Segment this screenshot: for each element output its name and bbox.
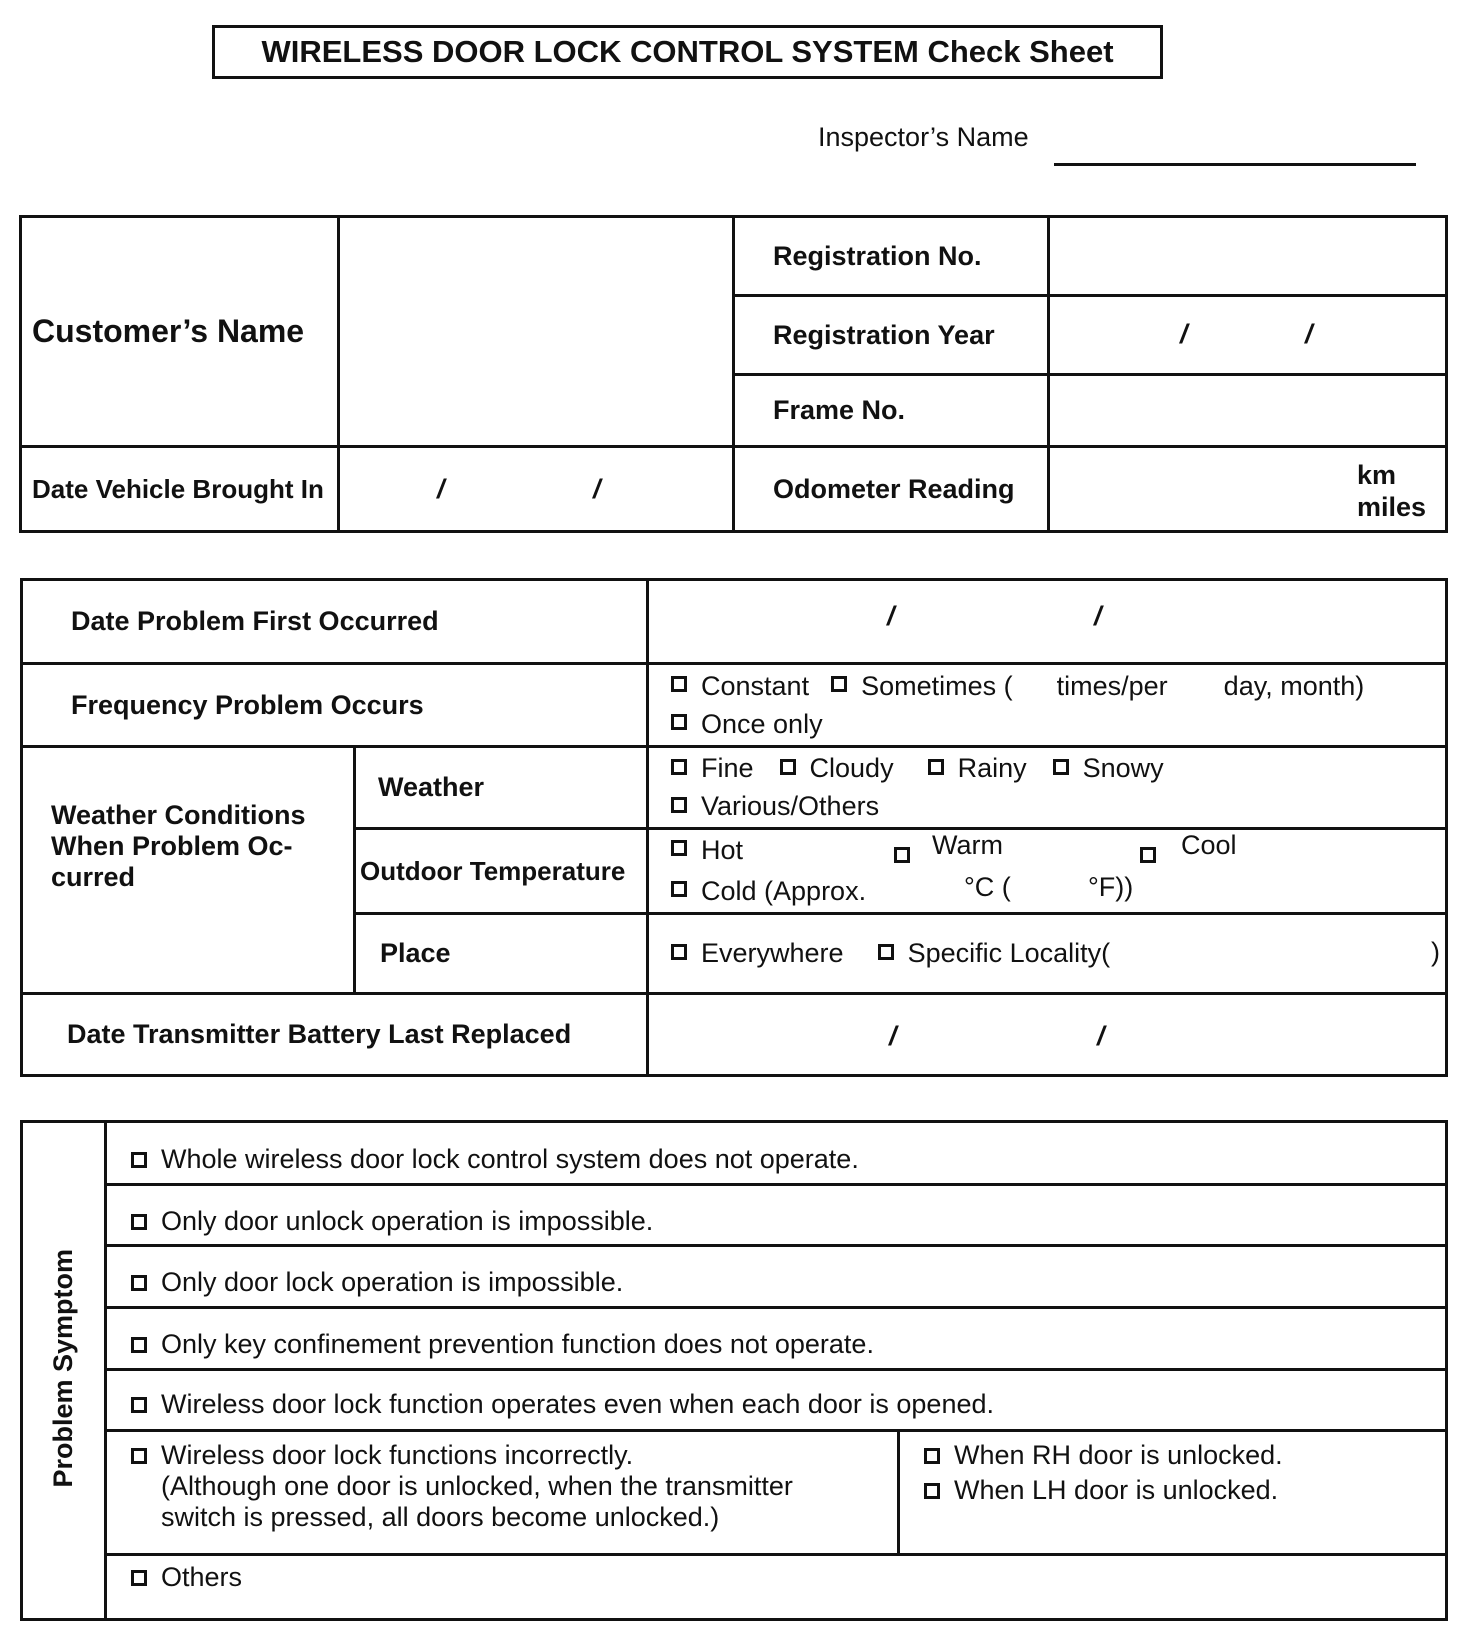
symptom-text: Only key confinement prevention function does not operate.	[161, 1329, 874, 1359]
hot-checkbox[interactable]	[671, 840, 687, 856]
rainy-checkbox[interactable]	[928, 759, 944, 775]
frequency-options	[648, 664, 1447, 747]
symptom-row	[106, 1246, 1447, 1308]
symptom-row-incorrect	[106, 1431, 899, 1555]
date-separator: /	[1097, 1021, 1105, 1051]
weather-group-label: Weather Conditions When Problem Oc- curred	[51, 800, 306, 892]
registration-year-label: Registration Year	[773, 319, 995, 350]
temperature-label-cell	[355, 829, 648, 914]
others-option: Others	[161, 1562, 243, 1592]
temperature-option-cool: Cool	[1181, 830, 1237, 860]
symptom-text: Only door unlock operation is impossible.	[161, 1205, 654, 1236]
symptom-text: Whole wireless door lock control system does not operate.	[161, 1143, 859, 1174]
symptom-row	[106, 1308, 1447, 1370]
registration-year-label-cell	[734, 296, 1049, 375]
date-separator: /	[1094, 601, 1102, 631]
weather-label-cell	[355, 747, 648, 829]
conditions-table	[20, 578, 1448, 1077]
date-first-occurred-field[interactable]	[648, 580, 1447, 664]
symptom-checkbox[interactable]	[131, 1152, 147, 1168]
odometer-field[interactable]	[1049, 447, 1447, 532]
temperature-option-warm: Warm	[932, 830, 1003, 860]
cold-checkbox[interactable]	[671, 881, 687, 897]
battery-label: Date Transmitter Battery Last Replaced	[67, 1019, 572, 1049]
cloudy-checkbox[interactable]	[780, 759, 796, 775]
date-first-occurred-label-cell	[22, 580, 648, 664]
customer-name-field[interactable]	[339, 217, 734, 447]
date-brought-in-field[interactable]	[339, 447, 734, 532]
date-separator: /	[887, 601, 895, 631]
problem-symptom-table	[20, 1120, 1448, 1621]
weather-option-various: Various/Others	[701, 791, 880, 821]
rh-door-option: When RH door is unlocked.	[954, 1440, 1283, 1470]
registration-no-label-cell	[734, 217, 1049, 296]
inspector-name-field[interactable]	[1054, 163, 1416, 166]
weather-group-label-cell	[22, 747, 355, 994]
specific-locality-close: )	[1431, 937, 1440, 967]
celsius-label: °C (	[964, 872, 1011, 902]
registration-year-field[interactable]	[1049, 296, 1447, 375]
sometimes-checkbox[interactable]	[831, 676, 847, 692]
customer-name-label-cell	[21, 217, 339, 447]
constant-option: Constant	[701, 670, 810, 701]
date-separator: /	[889, 1021, 897, 1051]
weather-label: Weather	[378, 772, 485, 802]
date-separator: /	[437, 474, 445, 504]
frame-no-label: Frame No.	[773, 395, 906, 425]
problem-symptom-label: Problem Symptom	[48, 1248, 78, 1488]
odometer-unit-km: km	[1357, 460, 1397, 490]
door-side-options	[899, 1431, 1447, 1555]
date-brought-in-label-cell	[21, 447, 339, 532]
snowy-checkbox[interactable]	[1053, 759, 1069, 775]
weather-options	[648, 747, 1447, 829]
date-first-occurred-label: Date Problem First Occurred	[71, 606, 439, 636]
odometer-label-cell	[734, 447, 1049, 532]
symptom-incorrect-text: Wireless door lock functions incorrectly.	[161, 1440, 634, 1470]
symptom-checkbox[interactable]	[131, 1337, 147, 1353]
constant-checkbox[interactable]	[671, 676, 687, 692]
symptom-row-others	[106, 1555, 1447, 1620]
place-option-everywhere: Everywhere	[701, 938, 844, 968]
lh-door-option: When LH door is unlocked.	[954, 1475, 1279, 1505]
symptom-checkbox[interactable]	[131, 1448, 147, 1464]
specific-locality-checkbox[interactable]	[878, 944, 894, 960]
symptom-incorrect-note: (Although one door is unlocked, when the transmitter	[161, 1471, 793, 1501]
weather-option-cloudy: Cloudy	[809, 753, 894, 783]
symptom-checkbox[interactable]	[131, 1214, 147, 1230]
frame-no-field[interactable]	[1049, 375, 1447, 447]
frame-no-label-cell	[734, 375, 1049, 447]
symptom-incorrect-note: switch is pressed, all doors become unlocked.)	[161, 1502, 720, 1532]
once-only-option: Once only	[701, 708, 823, 739]
date-separator: /	[1305, 319, 1313, 349]
vehicle-info-table	[19, 215, 1448, 533]
times-per-label: times/per	[1056, 670, 1168, 701]
others-checkbox[interactable]	[131, 1570, 147, 1586]
odometer-unit-miles: miles	[1357, 492, 1427, 522]
sometimes-option: Sometimes (	[861, 670, 1013, 701]
customer-name-label: Customer’s Name	[32, 313, 305, 349]
place-label-cell	[355, 914, 648, 994]
date-separator: /	[1180, 319, 1188, 349]
page-title: WIRELESS DOOR LOCK CONTROL SYSTEM Check Sheet	[212, 25, 1163, 79]
temperature-options	[648, 829, 1447, 914]
symptom-text: Wireless door lock function operates even when each door is opened.	[161, 1388, 994, 1419]
odometer-label: Odometer Reading	[773, 473, 1015, 504]
weather-option-rainy: Rainy	[957, 753, 1027, 783]
inspector-name-label: Inspector’s Name	[818, 122, 1029, 152]
temperature-option-hot: Hot	[701, 834, 744, 865]
battery-date-field[interactable]	[648, 994, 1447, 1076]
everywhere-checkbox[interactable]	[671, 944, 687, 960]
registration-no-label: Registration No.	[773, 240, 982, 271]
frequency-label-cell	[22, 664, 648, 747]
symptom-row	[106, 1370, 1447, 1431]
symptom-checkbox[interactable]	[131, 1275, 147, 1291]
symptom-row	[106, 1122, 1447, 1185]
once-only-checkbox[interactable]	[671, 714, 687, 730]
symptom-checkbox[interactable]	[131, 1397, 147, 1413]
cool-checkbox[interactable]	[1140, 847, 1156, 863]
warm-checkbox[interactable]	[894, 847, 910, 863]
fine-checkbox[interactable]	[671, 759, 687, 775]
temperature-label: Outdoor Temperature	[360, 855, 626, 886]
date-brought-in-label: Date Vehicle Brought In	[32, 473, 324, 504]
day-month-label: day, month)	[1223, 670, 1365, 701]
date-separator: /	[593, 474, 601, 504]
place-options	[648, 914, 1447, 994]
temperature-option-cold: Cold (Approx.	[701, 875, 867, 906]
weather-option-snowy: Snowy	[1082, 753, 1164, 783]
registration-no-field[interactable]	[1049, 217, 1447, 296]
problem-symptom-label-cell	[22, 1122, 106, 1620]
rh-door-checkbox[interactable]	[924, 1448, 940, 1464]
place-option-specific: Specific Locality(	[907, 938, 1111, 968]
symptom-text: Only door lock operation is impossible.	[161, 1267, 624, 1297]
lh-door-checkbox[interactable]	[924, 1483, 940, 1499]
symptom-row	[106, 1185, 1447, 1246]
weather-option-fine: Fine	[701, 753, 754, 783]
frequency-label: Frequency Problem Occurs	[71, 689, 424, 720]
battery-label-cell	[22, 994, 648, 1076]
place-label: Place	[380, 938, 451, 968]
fahrenheit-label: °F))	[1088, 872, 1134, 902]
various-checkbox[interactable]	[671, 797, 687, 813]
